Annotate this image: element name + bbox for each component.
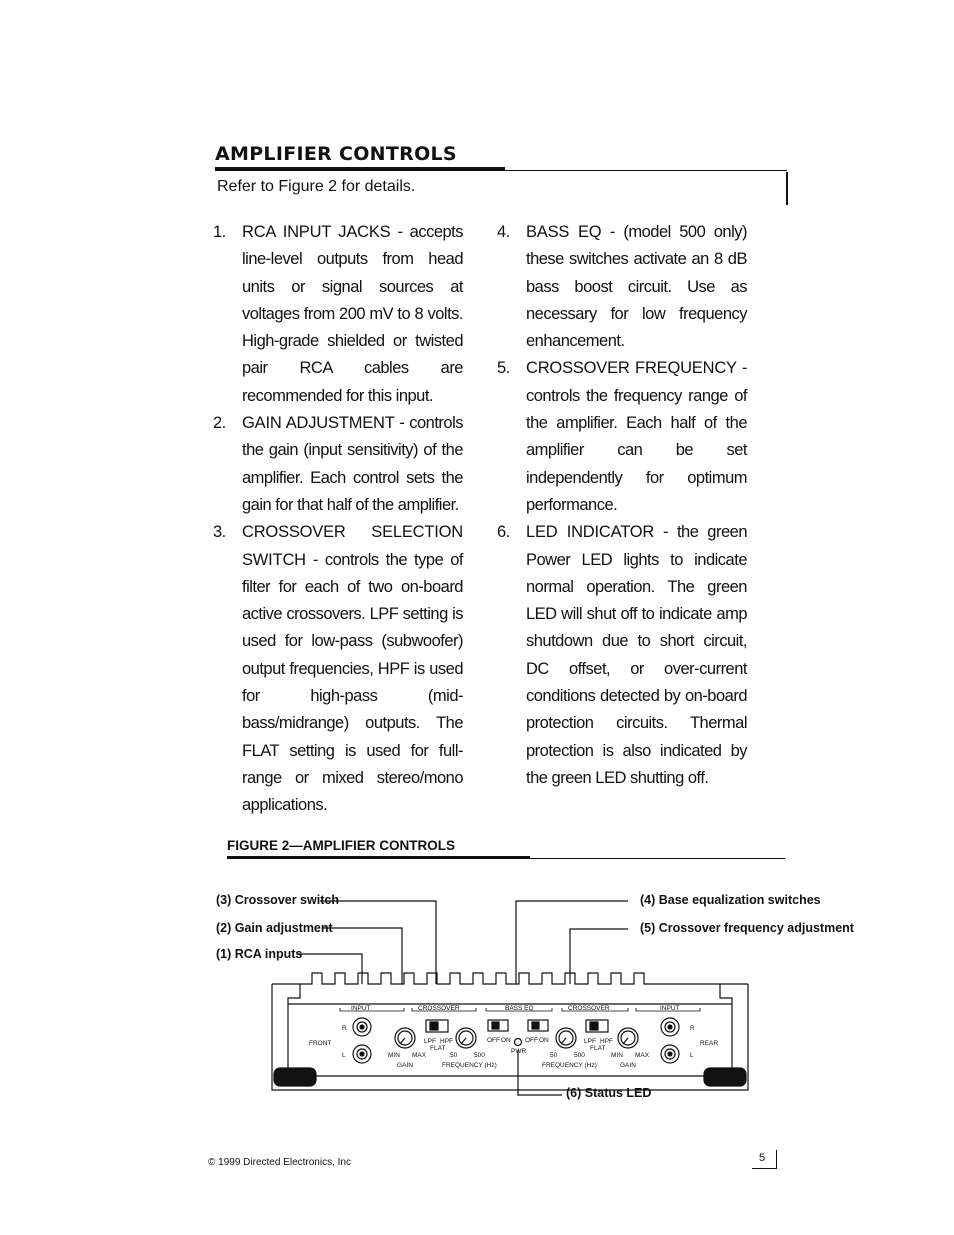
- callout-crossover-switch: (3) Crossover switch: [216, 893, 339, 907]
- figure-title: FIGURE 2—AMPLIFIER CONTROLS: [227, 838, 456, 853]
- rca-jack-rear-l[interactable]: [661, 1045, 679, 1063]
- list-item: [213, 410, 463, 519]
- crossover-switch-rear[interactable]: [586, 1020, 608, 1032]
- panel-label-flat-right: FLAT: [590, 1045, 606, 1052]
- section-title: AMPLIFIER CONTROLS: [215, 143, 457, 165]
- panel-label-l-left: L: [342, 1052, 346, 1059]
- item-description: - accepts line-level outputs from head units or signal sources at voltages from 200 mV to 8 volts. High-grade shielded or twisted pair RCA cables are recommended for this input.: [242, 223, 464, 405]
- callout-gain-adjustment: (2) Gain adjustment: [216, 921, 333, 935]
- frequency-knob-front[interactable]: [456, 1028, 476, 1048]
- margin-bar: [786, 172, 788, 205]
- panel-label-on-right: ON: [539, 1037, 549, 1044]
- gain-knob-front[interactable]: [395, 1028, 415, 1048]
- panel-label-frequency-right: FREQUENCY (Hz): [542, 1062, 597, 1069]
- panel-label-50-left: 50: [450, 1052, 458, 1059]
- panel-label-lpf-right: LPF: [584, 1038, 596, 1045]
- panel-label-input-left: INPUT: [351, 1005, 371, 1012]
- list-item: [213, 219, 463, 410]
- item-term: CROSSOVER SELECTION SWITCH: [242, 523, 463, 569]
- item-number: 4.: [497, 223, 510, 241]
- callout-bass-eq: (4) Base equalization switches: [640, 893, 821, 907]
- right-foot: [704, 1068, 746, 1086]
- item-description: - the green Power LED lights to indicate normal operation. The green LED will shut off to indicate amp shutdown due to short circuit, DC offset, or over-current conditions detected by on-board protection circuits. Thermal protection is also indicated by the green LED shutting off.: [526, 523, 747, 787]
- item-number: 3.: [213, 523, 226, 542]
- title-rule-thin: [505, 170, 787, 171]
- panel-label-gain-left: GAIN: [397, 1062, 413, 1069]
- item-description: - controls the frequency range of the amplifier. Each half of the amplifier can be set independently for optimum performance.: [526, 359, 747, 514]
- list-item: [213, 519, 463, 819]
- item-number: 5.: [497, 359, 510, 378]
- amp-corner-detail: [288, 984, 732, 1004]
- figure-rule: [227, 856, 530, 859]
- item-term: GAIN ADJUSTMENT: [242, 414, 395, 433]
- callout-status-led: (6) Status LED: [566, 1086, 652, 1100]
- list-item: [497, 355, 747, 519]
- item-description: - (model 500 only) these switches activate an 8 dB bass boost circuit. Use as necessary for low frequency enhancement.: [526, 223, 748, 351]
- page-number-rule: [752, 1168, 776, 1169]
- panel-label-50-right: 50: [550, 1052, 558, 1059]
- panel-label-off-right: OFF: [525, 1037, 538, 1044]
- item-term: RCA INPUT JACKS: [242, 223, 391, 241]
- panel-label-max-left: MAX: [412, 1052, 427, 1059]
- panel-label-flat-left: FLAT: [430, 1045, 446, 1052]
- list-item: [497, 519, 747, 792]
- panel-label-crossover-right: CROSSOVER: [568, 1005, 610, 1012]
- frequency-knob-rear[interactable]: [556, 1028, 576, 1048]
- title-rule: [215, 167, 505, 171]
- status-led: [515, 1039, 522, 1046]
- right-column: [497, 219, 747, 792]
- item-number: 2.: [213, 414, 226, 433]
- panel-label-hpf-right: HPF: [600, 1038, 613, 1045]
- rca-jack-rear-r[interactable]: [661, 1018, 679, 1036]
- gain-knob-rear[interactable]: [618, 1028, 638, 1048]
- list-item: [497, 219, 747, 355]
- panel-label-on-left: ON: [501, 1037, 511, 1044]
- rca-jack-front-r[interactable]: [353, 1018, 371, 1036]
- panel-label-front: FRONT: [309, 1040, 332, 1047]
- panel-label-r-left: R: [342, 1025, 347, 1032]
- bass-eq-switch-rear[interactable]: [528, 1020, 548, 1031]
- panel-label-l-right: L: [690, 1052, 694, 1059]
- panel-label-min-right: MIN: [611, 1052, 623, 1059]
- panel-label-500-left: 500: [474, 1052, 485, 1059]
- callout-crossover-frequency: (5) Crossover frequency adjustment: [640, 921, 854, 935]
- rca-jack-front-l[interactable]: [353, 1045, 371, 1063]
- bass-eq-switch-front[interactable]: [488, 1020, 508, 1031]
- amplifier-panel-diagram: [200, 880, 820, 1110]
- panel-label-frequency-left: FREQUENCY (Hz): [442, 1062, 497, 1069]
- item-term: LED INDICATOR: [526, 523, 655, 542]
- panel-label-max-right: MAX: [635, 1052, 650, 1059]
- panel-label-rear: REAR: [700, 1040, 719, 1047]
- panel-label-min-left: MIN: [388, 1052, 400, 1059]
- left-foot: [274, 1068, 316, 1086]
- item-number: 6.: [497, 523, 510, 542]
- page-number: 5: [759, 1152, 766, 1164]
- intro-text: Refer to Figure 2 for details.: [217, 178, 416, 195]
- figure-rule-thin: [530, 858, 785, 859]
- page-number-bar: [776, 1150, 777, 1169]
- panel-label-r-right: R: [690, 1025, 695, 1032]
- panel-label-gain-right: GAIN: [620, 1062, 636, 1069]
- panel-label-input-right: INPUT: [660, 1005, 680, 1012]
- item-number: 1.: [213, 223, 226, 241]
- input-bracket-left: [340, 1008, 404, 1011]
- panel-label-500-right: 500: [574, 1052, 585, 1059]
- item-term: CROSSOVER FREQUENCY: [526, 359, 737, 378]
- callout-rca-inputs: (1) RCA inputs: [216, 947, 303, 961]
- item-term: BASS EQ: [526, 223, 602, 241]
- panel-label-off-left: OFF: [487, 1037, 500, 1044]
- crossover-switch-front[interactable]: [426, 1020, 448, 1032]
- panel-label-hpf-left: HPF: [440, 1038, 453, 1045]
- panel-label-pwr: PWR: [511, 1048, 527, 1055]
- heatsink-fins: [272, 973, 748, 984]
- item-description: - controls the gain (input sensitivity) of the amplifier. Each control sets the gain for that half of the amplifier.: [242, 414, 463, 514]
- item-description: - controls the type of filter for each of two on-board active crossovers. LPF setting is used for low-pass (subwoofer) output frequencies, HPF is used for high-pass (mid-bass/midrange) outputs. The FLAT setting is used for full-range or mixed stereo/mono applications.: [242, 550, 463, 815]
- left-column: [213, 219, 463, 820]
- panel-label-crossover-left: CROSSOVER: [418, 1005, 460, 1012]
- copyright: © 1999 Directed Electronics, Inc: [208, 1157, 351, 1168]
- panel-label-bass-eq: BASS EQ: [505, 1005, 534, 1012]
- panel-label-lpf-left: LPF: [424, 1038, 436, 1045]
